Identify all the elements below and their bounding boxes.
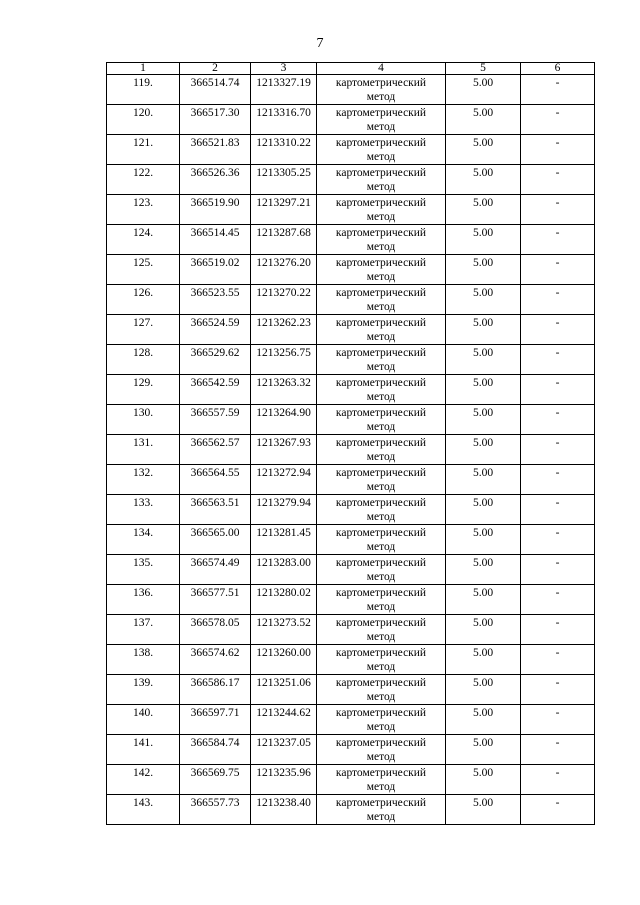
- note-cell: -: [521, 435, 595, 465]
- method-cell: [317, 135, 446, 165]
- note-cell: -: [521, 525, 595, 555]
- accuracy-cell: 5.00: [446, 285, 521, 315]
- method-text-line: картометрический: [335, 647, 427, 659]
- method-text-line: картометрический: [335, 377, 427, 389]
- note-cell: -: [521, 135, 595, 165]
- x-coordinate-cell: 366523.55: [180, 285, 251, 315]
- method-cell: [317, 735, 446, 765]
- point-number-cell: 131.: [107, 435, 180, 465]
- table-row: [107, 255, 595, 285]
- table-row: [107, 555, 595, 585]
- y-coordinate-cell: 1213310.22: [251, 135, 317, 165]
- x-coordinate-cell: 366557.59: [180, 405, 251, 435]
- note-cell: -: [521, 735, 595, 765]
- accuracy-cell: 5.00: [446, 225, 521, 255]
- accuracy-cell: 5.00: [446, 645, 521, 675]
- method-text-line: картометрический: [335, 107, 427, 119]
- y-coordinate-cell: 1213235.96: [251, 765, 317, 795]
- note-cell: -: [521, 225, 595, 255]
- method-cell: [317, 285, 446, 315]
- note-cell: -: [521, 345, 595, 375]
- note-cell: -: [521, 195, 595, 225]
- y-coordinate-cell: 1213251.06: [251, 675, 317, 705]
- note-cell: -: [521, 315, 595, 345]
- table-body: [107, 75, 595, 825]
- accuracy-cell: 5.00: [446, 735, 521, 765]
- table-row: [107, 75, 595, 105]
- accuracy-cell: 5.00: [446, 585, 521, 615]
- accuracy-cell: 5.00: [446, 765, 521, 795]
- method-cell: [317, 495, 446, 525]
- point-number-cell: 130.: [107, 405, 180, 435]
- note-cell: -: [521, 105, 595, 135]
- method-cell: [317, 105, 446, 135]
- point-number-cell: 137.: [107, 615, 180, 645]
- y-coordinate-cell: 1213272.94: [251, 465, 317, 495]
- y-coordinate-cell: 1213276.20: [251, 255, 317, 285]
- method-text-line: картометрический: [335, 257, 427, 269]
- method-cell: [317, 405, 446, 435]
- y-coordinate-cell: 1213244.62: [251, 705, 317, 735]
- table-header-row: [107, 63, 595, 75]
- column-header: 4: [317, 63, 446, 75]
- point-number-cell: 125.: [107, 255, 180, 285]
- method-text-line: картометрический: [335, 767, 427, 779]
- method-cell: [317, 765, 446, 795]
- y-coordinate-cell: 1213256.75: [251, 345, 317, 375]
- point-number-cell: 126.: [107, 285, 180, 315]
- method-text-line: картометрический: [335, 407, 427, 419]
- table-row: [107, 615, 595, 645]
- method-text-line: картометрический: [335, 137, 427, 149]
- accuracy-cell: 5.00: [446, 525, 521, 555]
- note-cell: -: [521, 255, 595, 285]
- method-text-line: метод: [366, 511, 396, 523]
- method-cell: [317, 705, 446, 735]
- table-row: [107, 465, 595, 495]
- x-coordinate-cell: 366574.62: [180, 645, 251, 675]
- point-number-cell: 135.: [107, 555, 180, 585]
- method-cell: [317, 75, 446, 105]
- method-text-line: метод: [366, 631, 396, 643]
- y-coordinate-cell: 1213279.94: [251, 495, 317, 525]
- method-text-line: метод: [366, 571, 396, 583]
- method-cell: [317, 615, 446, 645]
- note-cell: -: [521, 615, 595, 645]
- method-text-line: метод: [366, 271, 396, 283]
- column-header: 1: [107, 63, 180, 75]
- method-cell: [317, 315, 446, 345]
- point-number-cell: 142.: [107, 765, 180, 795]
- accuracy-cell: 5.00: [446, 255, 521, 285]
- method-text-line: метод: [366, 451, 396, 463]
- y-coordinate-cell: 1213262.23: [251, 315, 317, 345]
- table-row: [107, 315, 595, 345]
- point-number-cell: 133.: [107, 495, 180, 525]
- method-text-line: картометрический: [335, 347, 427, 359]
- method-text-line: метод: [366, 721, 396, 733]
- note-cell: -: [521, 705, 595, 735]
- note-cell: -: [521, 75, 595, 105]
- y-coordinate-cell: 1213238.40: [251, 795, 317, 825]
- note-cell: -: [521, 495, 595, 525]
- y-coordinate-cell: 1213273.52: [251, 615, 317, 645]
- column-header: 3: [251, 63, 317, 75]
- table-row: [107, 765, 595, 795]
- method-text-line: метод: [366, 331, 396, 343]
- accuracy-cell: 5.00: [446, 465, 521, 495]
- accuracy-cell: 5.00: [446, 75, 521, 105]
- y-coordinate-cell: 1213280.02: [251, 585, 317, 615]
- point-number-cell: 139.: [107, 675, 180, 705]
- method-text-line: метод: [366, 121, 396, 133]
- method-text-line: картометрический: [335, 497, 427, 509]
- y-coordinate-cell: 1213283.00: [251, 555, 317, 585]
- y-coordinate-cell: 1213263.32: [251, 375, 317, 405]
- note-cell: -: [521, 375, 595, 405]
- y-coordinate-cell: 1213270.22: [251, 285, 317, 315]
- method-text-line: картометрический: [335, 317, 427, 329]
- note-cell: -: [521, 165, 595, 195]
- x-coordinate-cell: 366521.83: [180, 135, 251, 165]
- y-coordinate-cell: 1213316.70: [251, 105, 317, 135]
- method-text-line: метод: [366, 781, 396, 793]
- accuracy-cell: 5.00: [446, 195, 521, 225]
- y-coordinate-cell: 1213264.90: [251, 405, 317, 435]
- column-header: 6: [521, 63, 595, 75]
- method-cell: [317, 555, 446, 585]
- table-row: [107, 195, 595, 225]
- x-coordinate-cell: 366563.51: [180, 495, 251, 525]
- x-coordinate-cell: 366519.02: [180, 255, 251, 285]
- method-text-line: метод: [366, 811, 396, 823]
- point-number-cell: 120.: [107, 105, 180, 135]
- note-cell: -: [521, 795, 595, 825]
- method-text-line: картометрический: [335, 797, 427, 809]
- x-coordinate-cell: 366562.57: [180, 435, 251, 465]
- method-cell: [317, 525, 446, 555]
- method-cell: [317, 225, 446, 255]
- x-coordinate-cell: 366526.36: [180, 165, 251, 195]
- table-row: [107, 645, 595, 675]
- table-row: [107, 525, 595, 555]
- point-number-cell: 143.: [107, 795, 180, 825]
- point-number-cell: 127.: [107, 315, 180, 345]
- accuracy-cell: 5.00: [446, 375, 521, 405]
- x-coordinate-cell: 366517.30: [180, 105, 251, 135]
- note-cell: -: [521, 645, 595, 675]
- table-row: [107, 225, 595, 255]
- x-coordinate-cell: 366569.75: [180, 765, 251, 795]
- method-text-line: картометрический: [335, 77, 427, 89]
- method-text-line: метод: [366, 361, 396, 373]
- y-coordinate-cell: 1213287.68: [251, 225, 317, 255]
- accuracy-cell: 5.00: [446, 705, 521, 735]
- accuracy-cell: 5.00: [446, 405, 521, 435]
- point-number-cell: 119.: [107, 75, 180, 105]
- method-text-line: метод: [366, 601, 396, 613]
- point-number-cell: 136.: [107, 585, 180, 615]
- note-cell: -: [521, 465, 595, 495]
- table-row: [107, 165, 595, 195]
- point-number-cell: 123.: [107, 195, 180, 225]
- method-cell: [317, 375, 446, 405]
- method-cell: [317, 645, 446, 675]
- x-coordinate-cell: 366578.05: [180, 615, 251, 645]
- point-number-cell: 132.: [107, 465, 180, 495]
- x-coordinate-cell: 366557.73: [180, 795, 251, 825]
- method-text-line: метод: [366, 91, 396, 103]
- table-row: [107, 345, 595, 375]
- table-row: [107, 435, 595, 465]
- x-coordinate-cell: 366597.71: [180, 705, 251, 735]
- x-coordinate-cell: 366514.45: [180, 225, 251, 255]
- method-text-line: метод: [366, 751, 396, 763]
- method-text-line: метод: [366, 211, 396, 223]
- method-text-line: картометрический: [335, 467, 427, 479]
- point-number-cell: 134.: [107, 525, 180, 555]
- point-number-cell: 129.: [107, 375, 180, 405]
- point-number-cell: 124.: [107, 225, 180, 255]
- method-text-line: метод: [366, 541, 396, 553]
- table-row: [107, 375, 595, 405]
- column-header: 5: [446, 63, 521, 75]
- accuracy-cell: 5.00: [446, 795, 521, 825]
- x-coordinate-cell: 366577.51: [180, 585, 251, 615]
- method-text-line: картометрический: [335, 227, 427, 239]
- y-coordinate-cell: 1213297.21: [251, 195, 317, 225]
- method-cell: [317, 435, 446, 465]
- method-text-line: метод: [366, 241, 396, 253]
- y-coordinate-cell: 1213305.25: [251, 165, 317, 195]
- method-cell: [317, 465, 446, 495]
- method-cell: [317, 195, 446, 225]
- table-row: [107, 285, 595, 315]
- table-row: [107, 705, 595, 735]
- point-number-cell: 138.: [107, 645, 180, 675]
- method-text-line: метод: [366, 301, 396, 313]
- method-cell: [317, 345, 446, 375]
- y-coordinate-cell: 1213237.05: [251, 735, 317, 765]
- note-cell: -: [521, 585, 595, 615]
- method-text-line: метод: [366, 181, 396, 193]
- column-header: 2: [180, 63, 251, 75]
- accuracy-cell: 5.00: [446, 105, 521, 135]
- page-number: 7: [316, 36, 324, 51]
- method-text-line: картометрический: [335, 737, 427, 749]
- table-row: [107, 795, 595, 825]
- accuracy-cell: 5.00: [446, 615, 521, 645]
- table-row: [107, 405, 595, 435]
- accuracy-cell: 5.00: [446, 165, 521, 195]
- method-cell: [317, 795, 446, 825]
- x-coordinate-cell: 366519.90: [180, 195, 251, 225]
- note-cell: -: [521, 765, 595, 795]
- y-coordinate-cell: 1213260.00: [251, 645, 317, 675]
- method-text-line: картометрический: [335, 557, 427, 569]
- point-number-cell: 122.: [107, 165, 180, 195]
- table-row: [107, 675, 595, 705]
- x-coordinate-cell: 366514.74: [180, 75, 251, 105]
- x-coordinate-cell: 366529.62: [180, 345, 251, 375]
- method-text-line: картометрический: [335, 587, 427, 599]
- note-cell: -: [521, 405, 595, 435]
- y-coordinate-cell: 1213281.45: [251, 525, 317, 555]
- accuracy-cell: 5.00: [446, 495, 521, 525]
- method-text-line: картометрический: [335, 437, 427, 449]
- x-coordinate-cell: 366524.59: [180, 315, 251, 345]
- x-coordinate-cell: 366584.74: [180, 735, 251, 765]
- coordinates-table: [106, 62, 595, 825]
- method-text-line: метод: [366, 151, 396, 163]
- accuracy-cell: 5.00: [446, 135, 521, 165]
- accuracy-cell: 5.00: [446, 435, 521, 465]
- method-text-line: картометрический: [335, 677, 427, 689]
- method-text-line: картометрический: [335, 617, 427, 629]
- table-row: [107, 105, 595, 135]
- method-cell: [317, 585, 446, 615]
- note-cell: -: [521, 285, 595, 315]
- accuracy-cell: 5.00: [446, 345, 521, 375]
- x-coordinate-cell: 366586.17: [180, 675, 251, 705]
- point-number-cell: 121.: [107, 135, 180, 165]
- method-text-line: картометрический: [335, 707, 427, 719]
- accuracy-cell: 5.00: [446, 555, 521, 585]
- method-text-line: метод: [366, 691, 396, 703]
- table-row: [107, 135, 595, 165]
- method-text-line: метод: [366, 421, 396, 433]
- x-coordinate-cell: 366542.59: [180, 375, 251, 405]
- method-text-line: картометрический: [335, 167, 427, 179]
- note-cell: -: [521, 555, 595, 585]
- table-row: [107, 585, 595, 615]
- accuracy-cell: 5.00: [446, 675, 521, 705]
- table-row: [107, 495, 595, 525]
- point-number-cell: 128.: [107, 345, 180, 375]
- method-text-line: картометрический: [335, 527, 427, 539]
- note-cell: -: [521, 675, 595, 705]
- y-coordinate-cell: 1213327.19: [251, 75, 317, 105]
- y-coordinate-cell: 1213267.93: [251, 435, 317, 465]
- method-text-line: метод: [366, 481, 396, 493]
- method-cell: [317, 255, 446, 285]
- method-cell: [317, 165, 446, 195]
- x-coordinate-cell: 366574.49: [180, 555, 251, 585]
- accuracy-cell: 5.00: [446, 315, 521, 345]
- method-cell: [317, 675, 446, 705]
- method-text-line: метод: [366, 391, 396, 403]
- method-text-line: картометрический: [335, 287, 427, 299]
- method-text-line: картометрический: [335, 197, 427, 209]
- point-number-cell: 140.: [107, 705, 180, 735]
- table-row: [107, 735, 595, 765]
- x-coordinate-cell: 366565.00: [180, 525, 251, 555]
- point-number-cell: 141.: [107, 735, 180, 765]
- method-text-line: метод: [366, 661, 396, 673]
- x-coordinate-cell: 366564.55: [180, 465, 251, 495]
